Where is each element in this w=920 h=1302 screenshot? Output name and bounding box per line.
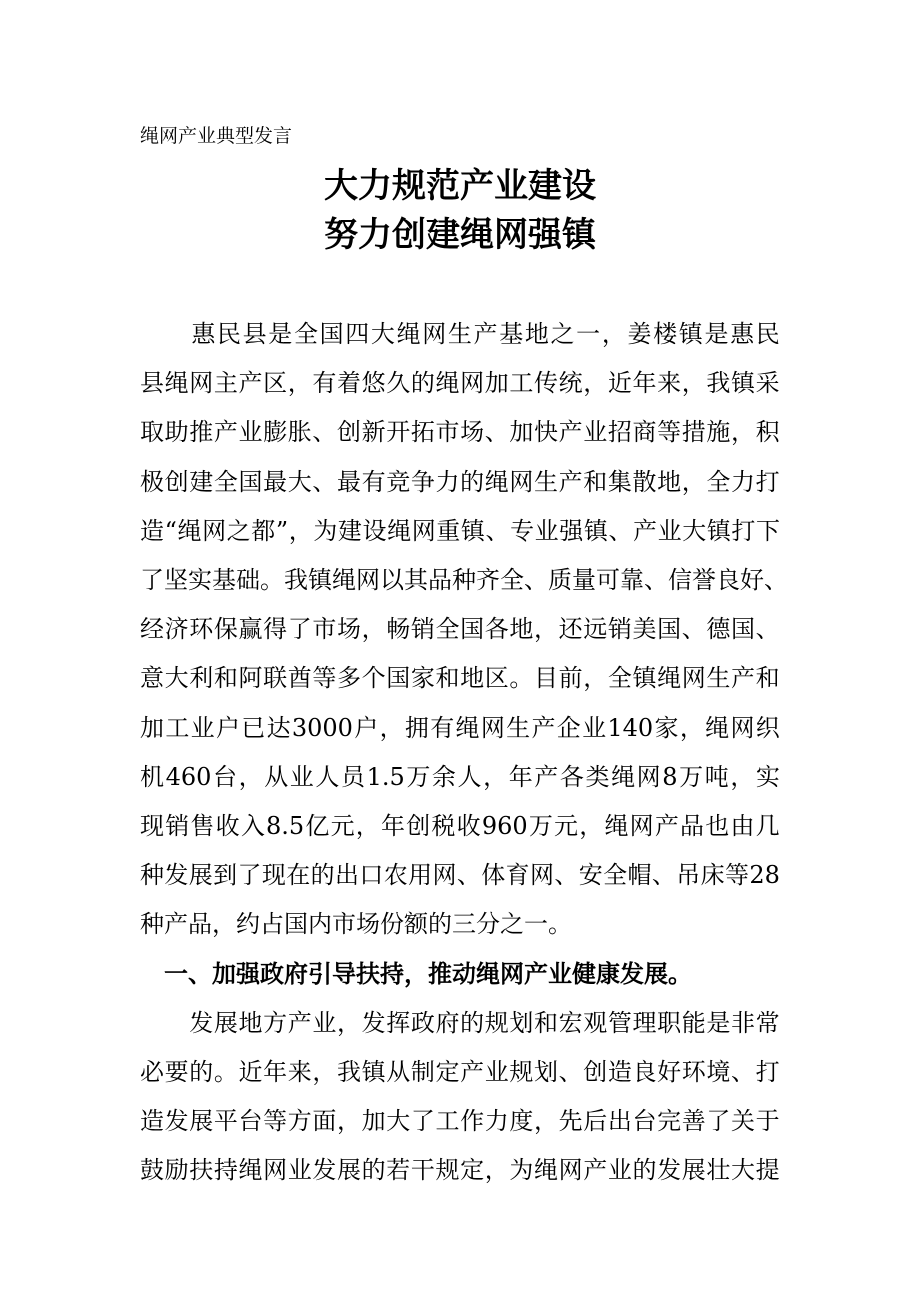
body-text-line: 机 460 台 ， 从 业 人 员 1.5 万 余 人 ， 年 产 各 类 绳 网 8 万 吨 ， 实	[140, 762, 780, 791]
body-text-line: 了 坚 实 基 础 。 我 镇 绳 网 以 其 品 种 齐 全 、 质 量 可 靠 、 信 誉 良 好 、	[140, 566, 788, 594]
body-text-line: 加 工 业 户 已 达 3000 户 ， 拥 有 绳 网 生 产 企 业 140 家 ， 绳 网 织	[140, 713, 780, 742]
body-text-line: 造 “ 绳 网 之 都 ” ， 为 建 设 绳 网 重 镇 、 专 业 强 镇 、 产 业 大 镇 打 下	[140, 516, 780, 545]
body-text-line: 县 绳 网 主 产 区 ， 有 着 悠 久 的 绳 网 加 工 传 统 ， 近 年 来 ， 我 镇 采	[140, 369, 780, 398]
body-text-line: 现 销 售 收 入 8.5 亿 元 ， 年 创 税 收 960 万 元 ， 绳 网 产 品 也 由 几	[140, 812, 780, 840]
body-text-line: 种 发 展 到 了 现 在 的 出 口 农 用 网 、 体 育 网 、 安 全 帽 、 吊 床 等 28	[140, 861, 780, 890]
body-text-line: 种产品，约占国内市场份额的三分之一。	[140, 910, 572, 939]
body-text-line: 惠 民 县 是 全 国 四 大 绳 网 生 产 基 地 之 一 ， 姜 楼 镇 是 惠 民	[191, 320, 780, 348]
body-text-line: 造 发 展 平 台 等 方 面 ， 加 大 了 工 作 力 度 ， 先 后 出 台 完 善 了 关 于	[140, 1107, 780, 1136]
document-title-line-1: 大力规范产业建设	[324, 166, 596, 206]
body-text-line: 意 大 利 和 阿 联 酋 等 多 个 国 家 和 地 区 。 目 前 ， 全 镇 绳 网 生 产 和	[140, 664, 780, 693]
document-title-line-2: 努力创建绳网强镇	[324, 215, 596, 255]
body-text-line: 取 助 推 产 业 膨 胀 、 创 新 开 拓 市 场 、 加 快 产 业 招 商 等 措 施 ， 积	[140, 418, 780, 447]
body-text-line: 发 展 地 方 产 业 ， 发 挥 政 府 的 规 划 和 宏 观 管 理 职 能 是 非 常	[189, 1008, 780, 1037]
body-text-line: 经 济 环 保 赢 得 了 市 场 ， 畅 销 全 国 各 地 ， 还 远 销 美 国 、 德 国 、	[140, 615, 780, 644]
body-text-line: 必 要 的 。 近 年 来 ， 我 镇 从 制 定 产 业 规 划 、 创 造 良 好 环 境 、 打	[140, 1058, 780, 1086]
body-text-line: 鼓 励 扶 持 绳 网 业 发 展 的 若 干 规 定 ， 为 绳 网 产 业 的 发 展 壮 大 提	[140, 1156, 780, 1185]
body-text-line: 极 创 建 全 国 最 大 、 最 有 竞 争 力 的 绳 网 生 产 和 集 散 地 ， 全 力 打	[140, 467, 780, 496]
section-heading: 一、加强政府引导扶持，推动绳网产业健康发展。	[140, 959, 692, 988]
document-category-label: 绳网产业典型发言	[140, 125, 293, 147]
